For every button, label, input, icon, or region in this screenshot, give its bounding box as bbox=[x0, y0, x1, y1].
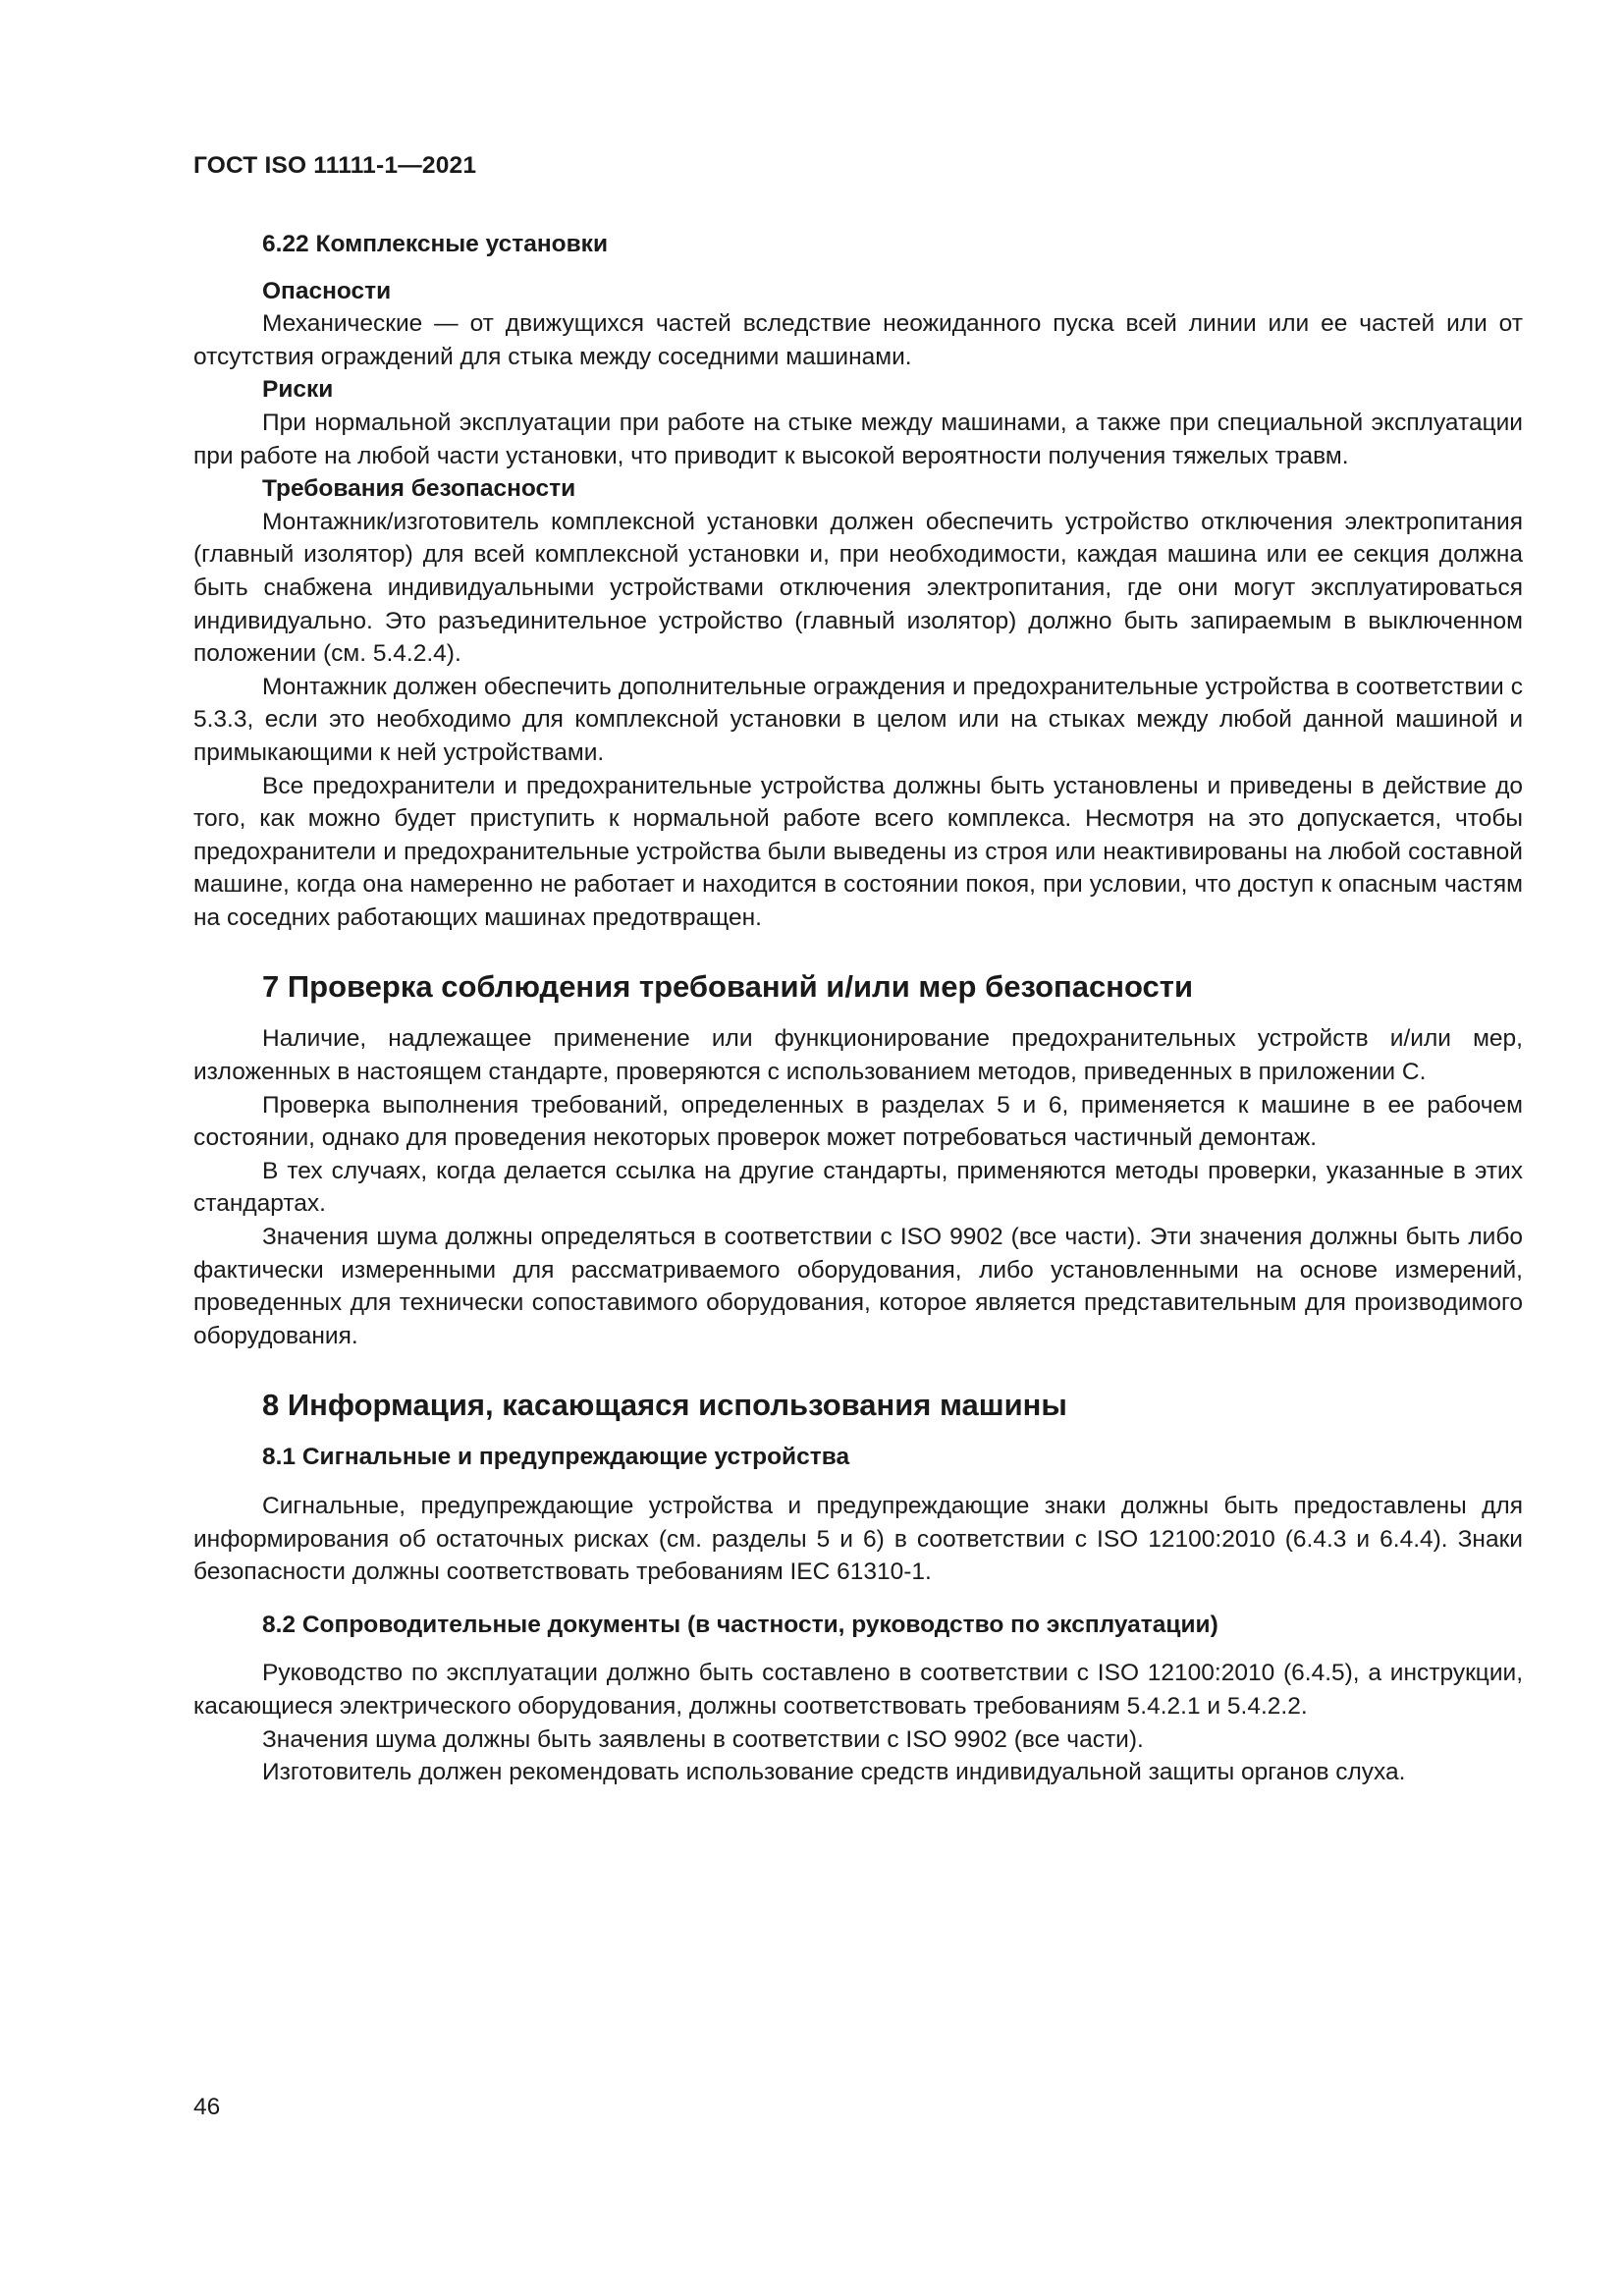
page-content bbox=[193, 228, 1523, 1789]
section-7-paragraph-1: Наличие, надлежащее применение или функционирование предохранительных устройств и/или мер, изложенных в настоящем стандарте, проверяются с использованием методов, приведенных в приложении С. bbox=[193, 1025, 1523, 1086]
subsection-title-8-2: 8.2 Сопроводительные документы (в частности, руководство по эксплуатации) bbox=[262, 1611, 1218, 1638]
section-7-paragraph-3: В тех случаях, когда делается ссылка на другие стандарты, применяются методы проверки, указанные в этих стандартах. bbox=[193, 1157, 1523, 1218]
hazards-label: Опасности bbox=[262, 277, 392, 304]
requirements-label: Требования безопасности bbox=[262, 475, 576, 503]
document-id: ГОСТ ISO 11111-1—2021 bbox=[193, 152, 477, 179]
subsection-title-6-22: 6.22 Комплексные установки bbox=[262, 231, 609, 257]
subsection-title-8-1: 8.1 Сигнальные и предупреждающие устройства bbox=[262, 1444, 850, 1471]
page-number: 46 bbox=[193, 2094, 221, 2120]
risks-label: Риски bbox=[262, 376, 334, 404]
section-8-2-paragraph-2: Значения шума должны быть заявлены в соответствии с ISO 9902 (все части). bbox=[262, 1725, 1144, 1753]
hazards-text: Механические — от движущихся частей вследствие неожиданного пуска всей линии или ее частей или от отсутствия ограждений для стыка между соседними машинами. bbox=[193, 310, 1523, 370]
section-8-2-paragraph-3: Изготовитель должен рекомендовать использование средств индивидуальной защиты органов слуха. bbox=[262, 1759, 1406, 1786]
section-title-7: 7 Проверка соблюдения требований и/или мер безопасности bbox=[262, 969, 1193, 1005]
requirements-paragraph-2: Монтажник должен обеспечить дополнительные ограждения и предохранительные устройства в соответствии с 5.3.3, если это необходимо для комплексной установки в целом или на стыках между любой данной машиной и примыкающими к ней устройствами. bbox=[193, 673, 1523, 766]
section-7-paragraph-4: Значения шума должны определяться в соответствии с ISO 9902 (все части). Эти значения должны быть либо фактически измеренными для рассматриваемого оборудования, либо установленными на основе измерений, проведенных для технически сопоставимого оборудования, которое является представительным для производимого оборудования. bbox=[193, 1224, 1523, 1349]
section-8-2-paragraph-1: Руководство по эксплуатации должно быть составлено в соответствии с ISO 12100:2010 (6.4.5), а инструкции, касающиеся электрического оборудования, должны соответствовать требованиям 5.4.2.1 и 5.4.2.2. bbox=[193, 1660, 1523, 1720]
requirements-paragraph-1: Монтажник/изготовитель комплексной установки должен обеспечить устройство отключения электропитания (главный изолятор) для всей комплексной установки и, при необходимости, каждая машина или ее секция должна быть снабжена индивидуальными устройствами отключения электропитания, где они могут эксплуатироваться индивидуально. Это разъединительное устройство (главный изолятор) должно быть запираемым в выключенном положении (см. 5.4.2.4). bbox=[193, 508, 1523, 668]
requirements-paragraph-3: Все предохранители и предохранительные устройства должны быть установлены и приведены в действие до того, как можно будет приступить к нормальной работе всего комплекса. Несмотря на это допускается, чтобы предохранители и предохранительные устройства были выведены из строя или неактивированы на любой составной машине, когда она намеренно не работает и находится в состоянии покоя, при условии, что доступ к опасным частям на соседних работающих машинах предотвращен. bbox=[193, 772, 1523, 931]
risks-text: При нормальной эксплуатации при работе на стыке между машинами, а также при специальной эксплуатации при работе на любой части установки, что приводит к высокой вероятности получения тяжелых травм. bbox=[193, 409, 1523, 469]
section-title-8: 8 Информация, касающаяся использования машины bbox=[262, 1388, 1067, 1423]
section-8-1-paragraph-1: Сигнальные, предупреждающие устройства и предупреждающие знаки должны быть предоставлены для информирования об остаточных рисках (см. разделы 5 и 6) в соответствии с ISO 12100:2010 (6.4.3 и 6.4.4). Знаки безопасности должны соответствовать требованиям IEC 61310-1. bbox=[193, 1493, 1523, 1586]
section-7-paragraph-2: Проверка выполнения требований, определенных в разделах 5 и 6, применяется к машине в ее рабочем состоянии, однако для проведения некоторых проверок может потребоваться частичный демонтаж. bbox=[193, 1091, 1523, 1152]
